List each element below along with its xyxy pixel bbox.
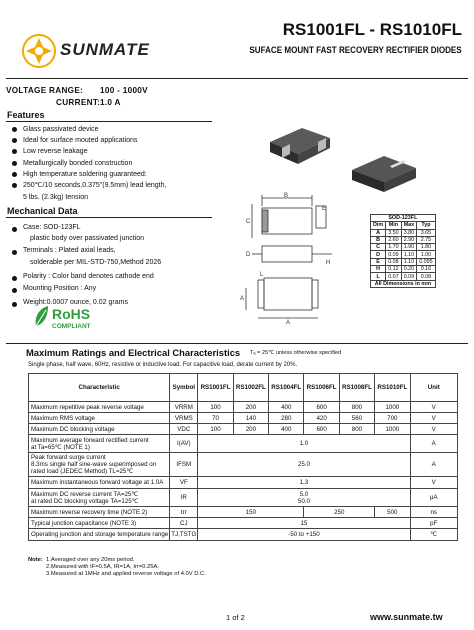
list-item: Mounting Position : Any — [12, 285, 161, 299]
table-header: Unit — [410, 374, 458, 402]
list-item: Low reverse leakage — [12, 146, 166, 157]
list-item: Case: SOD-123FL — [12, 224, 161, 235]
section-divider — [6, 343, 468, 344]
list-item: 250℃/10 seconds,0.375"(9.5mm) lead length, — [12, 180, 166, 191]
table-header: RS1008FL — [339, 374, 374, 402]
max-ratings-heading: Maximum Ratings and Electrical Characteristics — [26, 347, 241, 358]
package-photo-image — [262, 120, 338, 176]
svg-text:D: D — [246, 252, 251, 258]
table-row: C 1.70 1.90 1.80 — [371, 244, 436, 251]
table-row: Maximum reverse recovery time (NOTE 2) trr 150 250 500 ns — [29, 507, 458, 518]
document-title: RS1001FL - RS1010FL — [282, 20, 462, 39]
table-header: RS1006FL — [304, 374, 339, 402]
table-row: A 3.50 3.80 3.65 — [371, 229, 436, 236]
voltage-range-label: VOLTAGE RANGE: — [6, 86, 84, 95]
list-item: 5 lbs. (2.3kg) tension — [23, 194, 88, 202]
note-item: 3.Measured at 1MHz and applied reverse voltage of 4.0V D.C. — [46, 570, 206, 577]
table-row: E 0.08 1.10 0.095 — [371, 258, 436, 265]
features-list — [12, 124, 166, 203]
table-header: Typ — [417, 222, 436, 229]
rohs-compliant-badge — [32, 304, 106, 330]
table-row: Maximum instantaneous forward voltage at 1.0A VF 1.3 V — [29, 477, 458, 489]
table-header: Dim — [371, 222, 386, 229]
page-number: 1 of 2 — [226, 613, 245, 622]
max-ratings-note: Single phase, half wave, 60Hz, resistive or inductive load. For capacitive load, derate current by 20%. — [28, 362, 298, 368]
table-header-row — [29, 374, 458, 402]
svg-text:L: L — [260, 272, 264, 278]
svg-text:C: C — [246, 219, 251, 225]
notes — [28, 557, 206, 577]
svg-text:B: B — [284, 193, 289, 199]
list-item: Metallurgically bonded construction — [12, 158, 166, 169]
table-header: RS1001FL — [198, 374, 233, 402]
website-link[interactable]: www.sunmate.tw — [370, 612, 443, 622]
voltage-range-value: 100 - 1000V — [100, 86, 148, 95]
table-row: Maximum DC blocking voltage VDC 100 200 400 600 800 1000 V — [29, 424, 458, 435]
rohs-text: RoHS — [52, 306, 91, 322]
table-header: Characteristic — [29, 374, 170, 402]
compliant-text: COMPLIANT — [52, 323, 91, 330]
table-header: Symbol — [170, 374, 198, 402]
table-row: Maximum DC reverse current TA=25℃ at rated DC blocking voltage TA=125℃ IR 5.0 50.0 μA — [29, 489, 458, 507]
table-row: Peak forward surge current 8.3ms single half sine-wave superimposed on rated load (JEDEC Method) TL=25℃ IFSM 25.0 A — [29, 453, 458, 477]
mechanical-heading: Mechanical Data — [6, 206, 212, 218]
list-item: Ideal for surface mouted applications — [12, 135, 166, 146]
table-header: RS1002FL — [233, 374, 268, 402]
header-divider — [6, 78, 468, 79]
svg-text:H: H — [326, 260, 331, 266]
logo-text: SUNMATE — [60, 40, 150, 59]
table-row: Typical junction capacitance (NOTE 3) CJ 15 pF — [29, 518, 458, 529]
table-header: Min — [386, 222, 402, 229]
list-item: Terminals : Plated axial leads, — [12, 247, 161, 259]
list-item: Weight:0.0007 ounce, 0.02 grams — [12, 299, 161, 311]
table-row: Maximum average forward rectified current at Ta=65℃ (NOTE 1) I(AV) 1.0 A — [29, 435, 458, 453]
list-item: plastic body over passivated junction — [30, 235, 145, 242]
svg-text:A: A — [286, 320, 291, 326]
package-outline-drawing — [232, 190, 368, 330]
current-value: 1.0 A — [100, 98, 121, 107]
table-row: Maximum repetitive peak reverse voltage VRRM 100 200 400 600 800 1000 V — [29, 402, 458, 413]
sunmate-logo-icon — [22, 34, 56, 68]
table-row: B 2.60 2.90 2.75 — [371, 236, 436, 243]
ratings-table — [28, 373, 458, 541]
table-row: H 0.12 0.20 0.16 — [371, 266, 436, 273]
list-item: High temperature soldering guaranteed: — [12, 169, 166, 180]
note-item: 2.Measured with IF=0.5A, IR=1A, Irr=0.25A. — [46, 563, 159, 570]
mechanical-list — [12, 224, 161, 311]
list-item: solderable per MIL-STD-750,Method 2026 — [30, 259, 162, 266]
table-row: L 0.07 0.09 0.08 — [371, 273, 436, 280]
notes-label: Note: — [28, 557, 43, 563]
current-label: CURRENT: — [56, 98, 101, 107]
features-heading: Features — [6, 110, 212, 122]
table-header: Max — [401, 222, 417, 229]
svg-text:E: E — [322, 206, 327, 212]
dimensions-footer: All Dimensions in mm — [371, 280, 436, 287]
list-item: Glass passivated device — [12, 124, 166, 135]
document-subtitle: SUFACE MOUNT FAST RECOVERY RECTIFIER DIODES — [249, 45, 462, 56]
table-row: Operating junction and storage temperature range TJ,TSTG -50 to +150 ℃ — [29, 529, 458, 541]
dimensions-table-title: SOD-123FL — [371, 215, 436, 222]
table-row: D 0.09 1.10 1.00 — [371, 251, 436, 258]
table-header: RS1004FL — [269, 374, 304, 402]
note-item: 1.Averaged over any 20ms period. — [46, 557, 135, 563]
list-item: Polarity : Color band denotes cathode end — [12, 273, 161, 285]
leaf-icon — [36, 306, 48, 326]
table-row: Maximum RMS voltage VRMS 70 140 280 420 560 700 V — [29, 413, 458, 424]
table-header: RS1010FL — [375, 374, 410, 402]
max-ratings-condition: Tₐ = 25℃ unless otherwise specified — [250, 350, 342, 356]
dimensions-table — [370, 214, 436, 288]
svg-text:A: A — [240, 296, 245, 302]
